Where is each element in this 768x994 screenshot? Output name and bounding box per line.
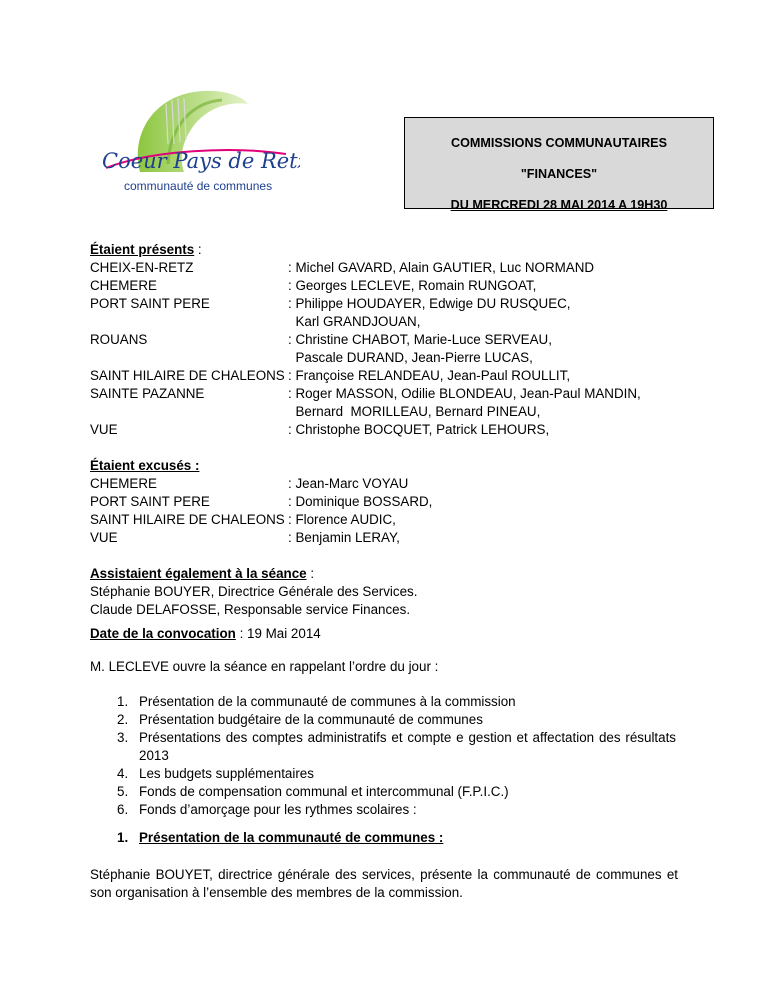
agenda-num: 5.	[117, 784, 129, 799]
header-line-1: COMMISSIONS COMMUNAUTAIRES	[451, 136, 667, 150]
members: : Christine CHABOT, Marie-Luce SERVEAU,	[288, 332, 552, 347]
agenda-num: 1.	[117, 694, 129, 709]
convocation-label: Date de la convocation	[90, 626, 236, 641]
city: VUE	[90, 530, 118, 545]
header-box	[404, 117, 714, 212]
city: VUE	[90, 422, 118, 437]
agenda-num: 6.	[117, 802, 129, 817]
city: CHEMERE	[90, 476, 157, 491]
city: PORT SAINT PERE	[90, 494, 210, 509]
city: CHEIX-EN-RETZ	[90, 260, 194, 275]
assist-heading	[90, 565, 314, 583]
presents-title-suffix: :	[194, 242, 202, 257]
members: Bernard MORILLEAU, Bernard PINEAU,	[288, 404, 541, 419]
agenda-num: 4.	[117, 766, 129, 781]
assist-title: Assistaient également à la séance	[90, 566, 307, 581]
members: : Françoise RELANDEAU, Jean-Paul ROULLIT,	[288, 368, 571, 383]
section-1-title: Présentation de la communauté de communes :	[139, 830, 444, 845]
members: : Dominique BOSSARD,	[288, 494, 433, 509]
assist-line-1: Stéphanie BOUYER, Directrice Générale des Services.	[90, 584, 418, 599]
city: SAINT HILAIRE DE CHALEONS	[90, 368, 285, 383]
city: SAINTE PAZANNE	[90, 386, 205, 401]
agenda-num: 2.	[117, 712, 129, 727]
presents-heading	[90, 241, 202, 259]
presents-title: Étaient présents	[90, 242, 195, 257]
agenda-item	[117, 729, 676, 765]
city: ROUANS	[90, 332, 148, 347]
logo-graphic	[72, 84, 300, 196]
city: PORT SAINT PERE	[90, 296, 210, 311]
header-line-2: "FINANCES"	[520, 167, 598, 181]
agenda-text: Présentation budgétaire de la communauté de communes	[139, 712, 483, 727]
logo-brand: Coeur Pays de Retz	[102, 149, 300, 173]
section-1-num: 1.	[117, 830, 129, 845]
excuses-title: Étaient excusés :	[90, 458, 200, 473]
agenda-item	[117, 693, 676, 711]
members: : Philippe HOUDAYER, Edwige DU RUSQUEC,	[288, 296, 571, 311]
agenda-item	[117, 765, 676, 783]
members: : Roger MASSON, Odilie BLONDEAU, Jean-Paul MANDIN,	[288, 386, 641, 401]
excuses-heading	[90, 457, 199, 475]
agenda-list	[117, 693, 676, 819]
members: Pascale DURAND, Jean-Pierre LUCAS,	[288, 350, 533, 365]
agenda-item	[117, 783, 676, 801]
members: : Florence AUDIC,	[288, 512, 396, 527]
city: SAINT HILAIRE DE CHALEONS	[90, 512, 285, 527]
section-1-body: Stéphanie BOUYET, directrice générale des services, présente la communauté de communes et son organisation à l’ensemble des membres de la commission.	[90, 867, 678, 900]
agenda-text: Présentation de la communauté de communes à la commission	[139, 694, 516, 709]
agenda-text: Fonds de compensation communal et intercommunal (F.P.I.C.)	[139, 784, 509, 799]
agenda-text: Fonds d’amorçage pour les rythmes scolaires :	[139, 802, 417, 817]
convocation-value: : 19 Mai 2014	[235, 626, 321, 641]
members: : Benjamin LERAY,	[288, 530, 400, 545]
agenda-num: 3.	[117, 730, 129, 745]
intro-text: M. LECLEVE ouvre la séance en rappelant l’ordre du jour :	[90, 659, 439, 674]
agenda-text: Les budgets supplémentaires	[139, 766, 314, 781]
logo-tagline: communauté de communes	[124, 179, 273, 193]
convocation	[90, 625, 321, 643]
assist-line-2: Claude DELAFOSSE, Responsable service Finances.	[90, 602, 411, 617]
assist-title-suffix: :	[306, 566, 315, 581]
header-line-3: DU MERCREDI 28 MAI 2014 A 19H30	[450, 198, 668, 212]
members: : Jean-Marc VOYAU	[288, 476, 409, 491]
agenda-item	[117, 801, 676, 819]
agenda-text: Présentations des comptes administratifs et compte e gestion et affectation des résultats 2013	[139, 730, 676, 763]
members: : Georges LECLEVE, Romain RUNGOAT,	[288, 278, 537, 293]
members: : Michel GAVARD, Alain GAUTIER, Luc NORMAND	[288, 260, 595, 275]
logo	[72, 84, 300, 196]
city: CHEMERE	[90, 278, 157, 293]
members: Karl GRANDJOUAN,	[288, 314, 421, 329]
members: : Christophe BOCQUET, Patrick LEHOURS,	[288, 422, 550, 437]
section-1-heading	[117, 829, 676, 847]
agenda-item	[117, 711, 676, 729]
